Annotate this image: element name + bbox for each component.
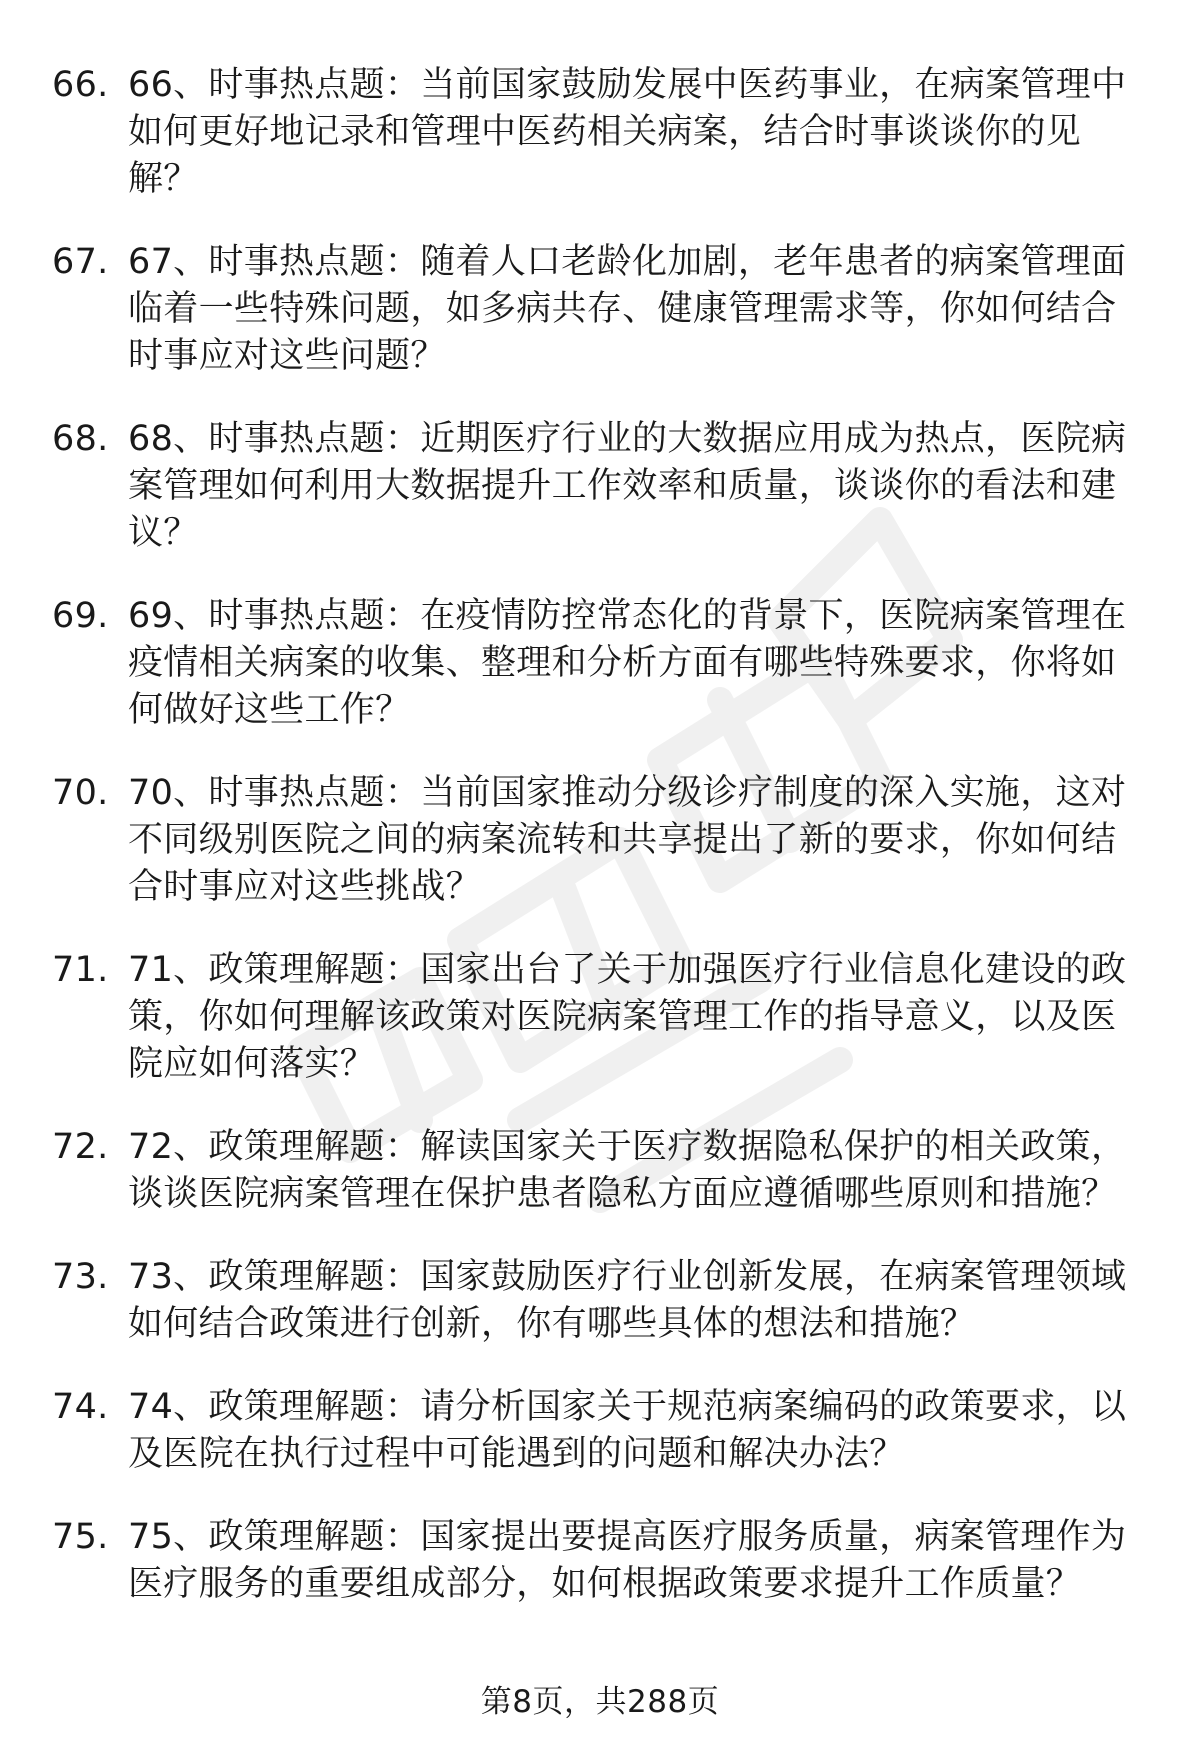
question-text: 72、政策理解题：解读国家关于医疗数据隐私保护的相关政策，谈谈医院病案管理在保护患者隐私方面应遵循哪些原则和措施？	[128, 1127, 1127, 1214]
question-item	[0, 770, 1200, 911]
question-number: 70.	[52, 773, 109, 813]
question-list	[0, 62, 1200, 1644]
question-text: 67、时事热点题：随着人口老龄化加剧，老年患者的病案管理面临着一些特殊问题，如多病共存、健康管理需求等，你如何结合时事应对这些问题？	[128, 242, 1127, 376]
question-number: 72.	[52, 1127, 109, 1167]
question-number: 69.	[52, 596, 109, 636]
question-text: 74、政策理解题：请分析国家关于规范病案编码的政策要求，以及医院在执行过程中可能遇到的问题和解决办法？	[128, 1387, 1127, 1474]
question-text: 75、政策理解题：国家提出要提高医疗服务质量，病案管理作为医疗服务的重要组成部分，如何根据政策要求提升工作质量？	[128, 1517, 1127, 1604]
question-text: 66、时事热点题：当前国家鼓励发展中医药事业，在病案管理中如何更好地记录和管理中医药相关病案，结合时事谈谈你的见解？	[128, 65, 1127, 199]
question-item	[0, 62, 1200, 203]
question-item	[0, 947, 1200, 1088]
question-text: 69、时事热点题：在疫情防控常态化的背景下，医院病案管理在疫情相关病案的收集、整理和分析方面有哪些特殊要求，你将如何做好这些工作？	[128, 596, 1127, 730]
question-number: 74.	[52, 1387, 109, 1427]
question-number: 68.	[52, 419, 109, 459]
question-number: 75.	[52, 1517, 109, 1557]
question-item	[0, 416, 1200, 557]
question-text: 71、政策理解题：国家出台了关于加强医疗行业信息化建设的政策，你如何理解该政策对医院病案管理工作的指导意义，以及医院应如何落实？	[128, 950, 1127, 1084]
question-item	[0, 1514, 1200, 1608]
question-item	[0, 593, 1200, 734]
question-item	[0, 1384, 1200, 1478]
question-item	[0, 1124, 1200, 1218]
question-number: 73.	[52, 1257, 109, 1297]
question-item	[0, 1254, 1200, 1348]
page-footer: 第8页，共288页	[480, 1684, 720, 1720]
question-text: 70、时事热点题：当前国家推动分级诊疗制度的深入实施，这对不同级别医院之间的病案流转和共享提出了新的要求，你如何结合时事应对这些挑战？	[128, 773, 1127, 907]
question-number: 67.	[52, 242, 109, 282]
question-item	[0, 239, 1200, 380]
question-number: 71.	[52, 950, 109, 990]
question-text: 68、时事热点题：近期医疗行业的大数据应用成为热点，医院病案管理如何利用大数据提升工作效率和质量，谈谈你的看法和建议？	[128, 419, 1127, 553]
question-text: 73、政策理解题：国家鼓励医疗行业创新发展，在病案管理领域如何结合政策进行创新，你有哪些具体的想法和措施？	[128, 1257, 1127, 1344]
question-number: 66.	[52, 65, 109, 105]
